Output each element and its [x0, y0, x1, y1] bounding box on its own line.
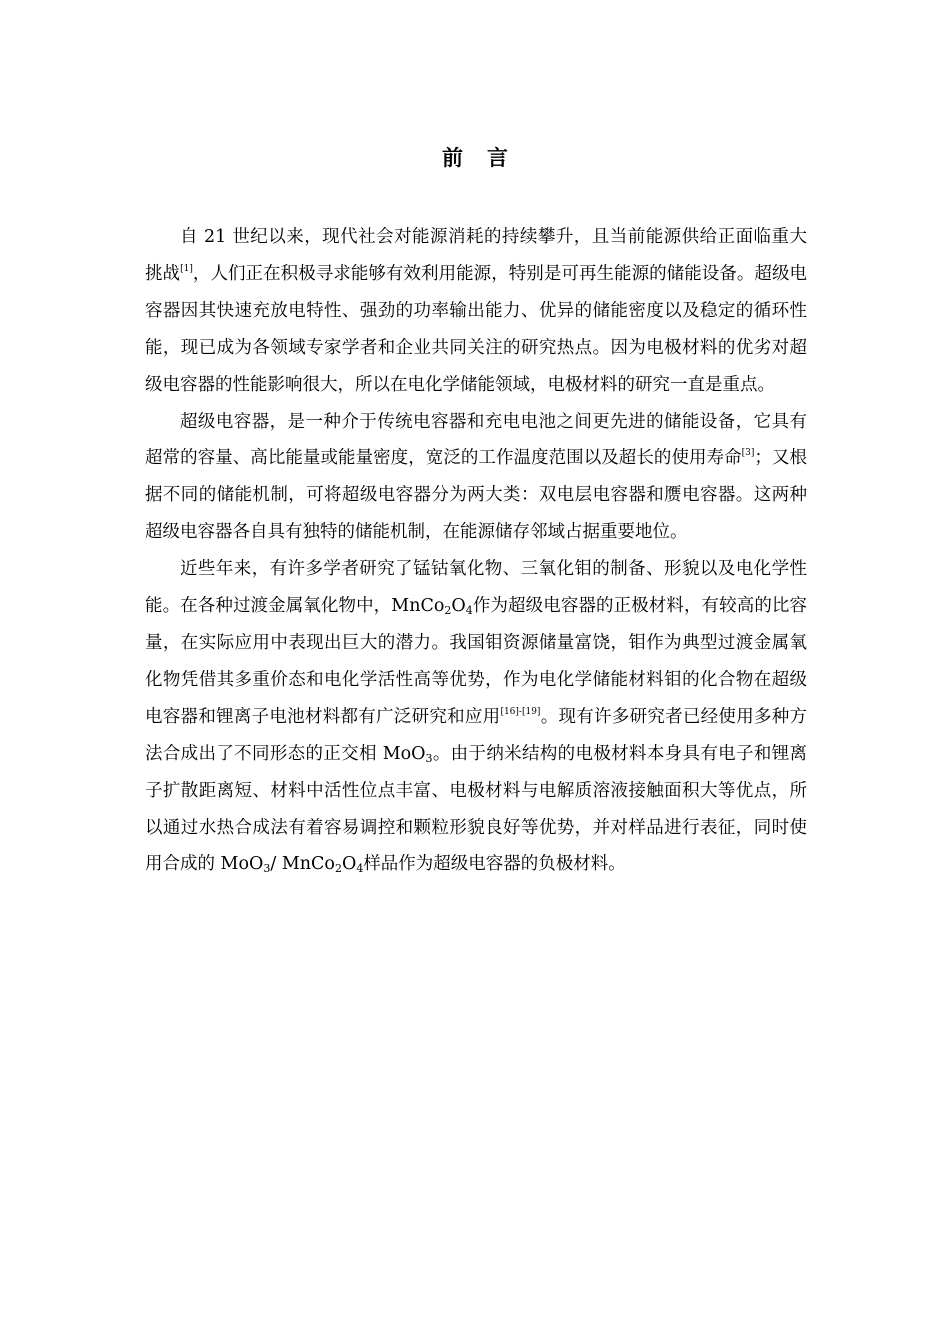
paragraph-text: 近些年来，有许多学者研究了锰钴氧化物、三氧化钼的制备、形貌以及电化学性能。在各种过渡金属氧化物中，MnCo	[145, 559, 807, 617]
title-char-2: 言	[487, 145, 508, 170]
paragraph	[145, 404, 807, 552]
paragraph-text: 作为超级电容器的正极材料，有较高的比容量，在实际应用中表现出巨大的潜力。我国钼资源储量富饶，钼作为典型过渡金属氧化物凭借其多重价态和电化学活性高等优势，作为电化学储能材料钼的化合物在超级电容器和锂离子电池材料都有广泛研究和应用	[145, 596, 808, 727]
body-text	[145, 219, 807, 883]
chemical-subscript: 2	[334, 862, 342, 876]
paragraph-text: 超级电容器，是一种介于传统电容器和充电电池之间更先进的储能设备，它具有超常的容量、高比能量或能量密度，宽泛的工作温度范围以及超长的使用寿命	[145, 411, 807, 469]
paragraph-text: 自 21 世纪以来，现代社会对能源消耗的持续攀升，且当前能源供给正面临重大挑战	[145, 227, 807, 284]
paragraph	[145, 551, 807, 883]
citation-ref: [3]	[741, 448, 755, 459]
citation-ref: [16]-[19]	[500, 706, 541, 717]
paragraph-text: ，人们正在积极寻求能够有效利用能源，特别是可再生能源的储能设备。超级电容器因其快速充放电特性、强劲的功率输出能力、优异的储能密度以及稳定的循环性能，现已成为各领域专家学者和企业共同关注的研究热点。因为电极材料的优劣对超级电容器的性能影响很大，所以在电化学储能领域，电极材料的研究一直是重点。	[145, 263, 808, 395]
paragraph-text: 。现有许多研究者已经使用多种方法合成出了不同形态的正交相 MoO	[145, 706, 808, 764]
paragraph-text: O	[341, 854, 357, 875]
paragraph-text: 。由于纳米结构的电极材料本身具有电子和锂离子扩散距离短、材料中活性位点丰富、电极材料与电解质溶液接触面积大等优点，所以通过水热合成法有着容易调控和颗粒形貌良好等优势，并对样品进行表征，同时使用合成的 MoO	[145, 743, 807, 875]
chemical-subscript: 4	[356, 862, 364, 876]
title-char-1: 前	[442, 145, 463, 170]
chemical-subscript: 3	[263, 862, 271, 876]
page-title	[0, 142, 950, 174]
paragraph-text: ；又根据不同的储能机制，可将超级电容器分为两大类：双电层电容器和赝电容器。这两种超级电容器各自具有独特的储能机制，在能源储存邻域占据重要地位。	[145, 448, 808, 543]
chemical-subscript: 3	[425, 751, 433, 765]
chemical-subscript: 4	[465, 604, 473, 618]
paragraph-text: / MnCo	[270, 854, 335, 875]
citation-ref: [1]	[180, 263, 193, 274]
paragraph-text: O	[451, 596, 466, 617]
chemical-subscript: 2	[444, 604, 452, 618]
paragraph-text: 样品作为超级电容器的负极材料。	[363, 854, 626, 875]
paragraph	[145, 219, 807, 404]
